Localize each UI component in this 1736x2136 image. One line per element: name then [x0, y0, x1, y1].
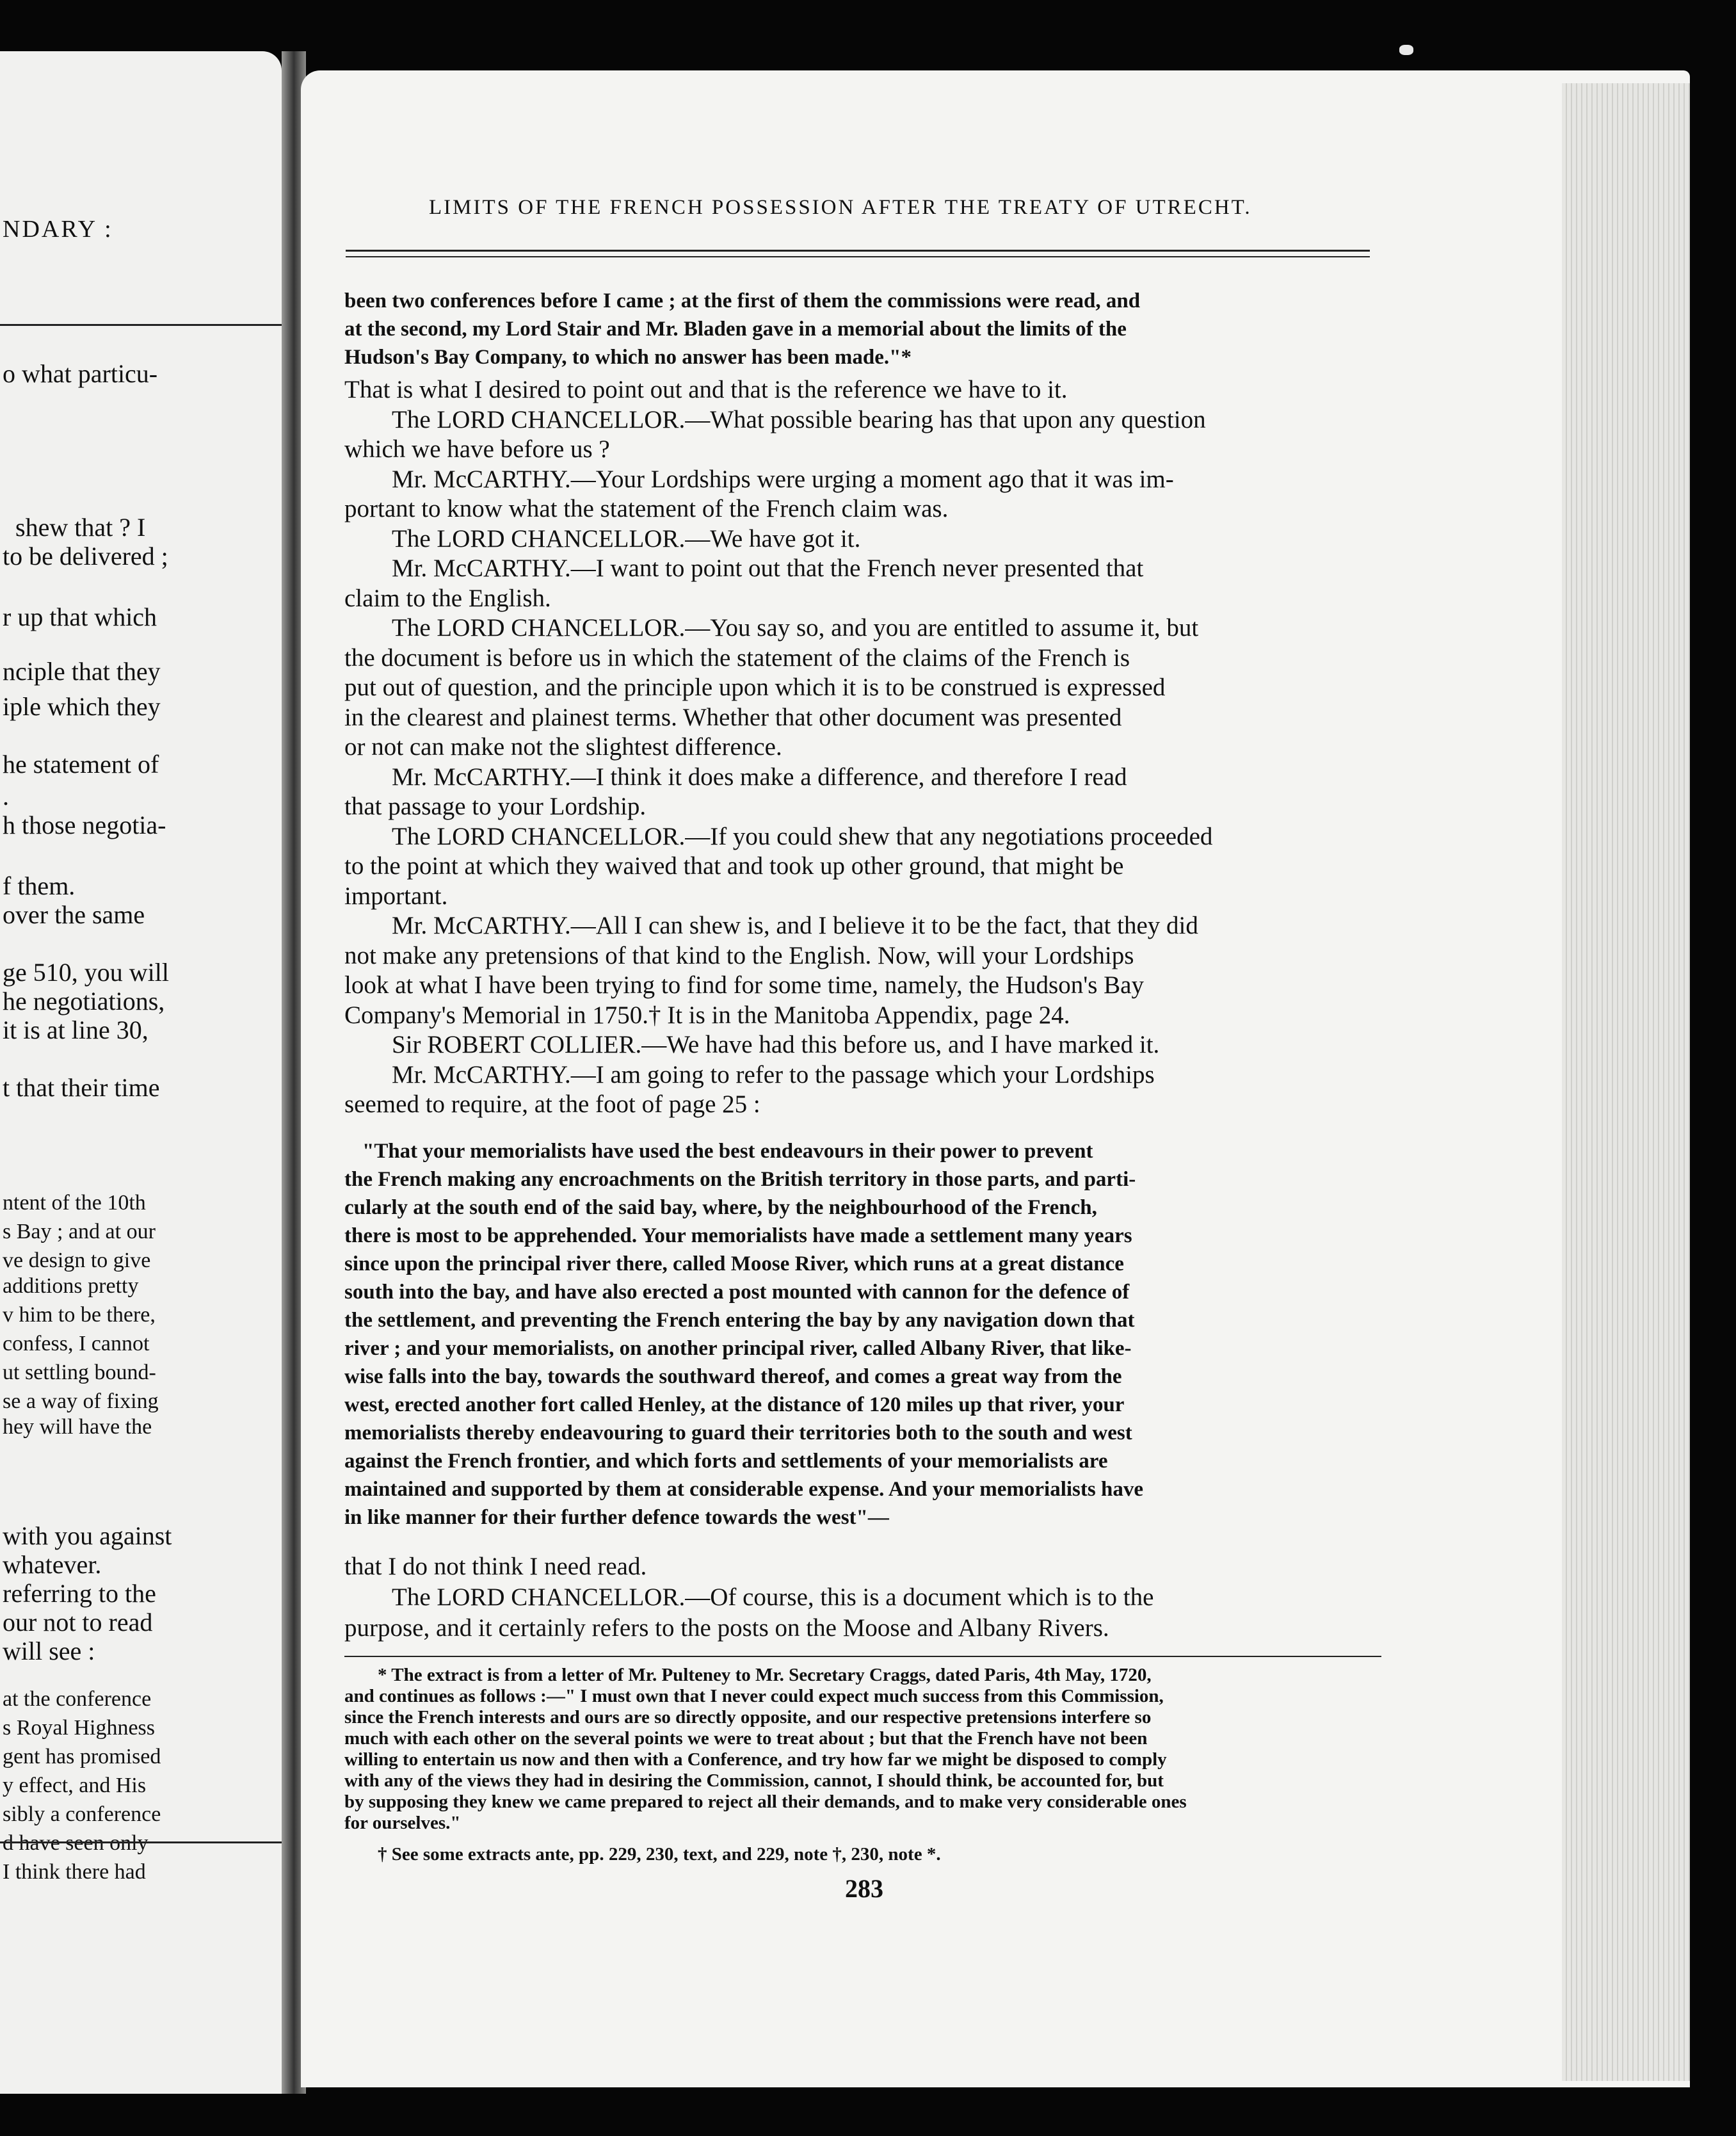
footnote-line: for ourselves." [344, 1813, 461, 1833]
left-page-line: f them. [3, 871, 76, 900]
left-page-line: ut settling bound- [3, 1361, 156, 1384]
left-page-line: over the same [3, 900, 145, 929]
left-page-line: with you against [3, 1521, 172, 1550]
body-text-line: to the point at which they waived that and took up other ground, that might be [344, 852, 1124, 880]
footnote-line: * The extract is from a letter of Mr. Pulteney to Mr. Secretary Craggs, dated Paris, 4th May, 1720, [378, 1665, 1152, 1685]
previous-page-fragment [0, 51, 282, 2094]
body-text-line: which we have before us ? [344, 435, 610, 463]
left-page-line: s Royal Highness [3, 1716, 155, 1740]
continued-quote-line: Hudson's Bay Company, to which no answer has been made."* [344, 346, 912, 369]
left-page-line: r up that which [3, 603, 157, 631]
left-page-line: d have seen only [3, 1831, 149, 1855]
memorial-quote-line: the settlement, and preventing the French entering the bay by any navigation down that [344, 1309, 1135, 1332]
left-footnote-rule [0, 1841, 282, 1843]
body-text-line: the document is before us in which the statement of the claims of the French is [344, 643, 1130, 672]
left-page-line: nciple that they [3, 657, 161, 686]
body-text-line: purpose, and it certainly refers to the posts on the Moose and Albany Rivers. [344, 1614, 1109, 1642]
left-page-line: to be delivered ; [3, 542, 168, 570]
left-page-line: whatever. [3, 1550, 102, 1579]
header-rule [346, 250, 1370, 252]
left-page-line: s Bay ; and at our [3, 1220, 156, 1243]
memorial-quote-line: wise falls into the bay, towards the southward thereof, and comes a great way from the [344, 1365, 1122, 1388]
body-text-line: Company's Memorial in 1750.† It is in the Manitoba Appendix, page 24. [344, 1001, 1070, 1029]
left-page-line: I think there had [3, 1860, 146, 1884]
left-page-line: he negotiations, [3, 987, 165, 1015]
left-page-line: confess, I cannot [3, 1332, 150, 1355]
left-page-line: additions pretty [3, 1274, 139, 1298]
footnote-line: with any of the views they had in desiring the Commission, cannot, I should think, be accounted for, but [344, 1770, 1164, 1791]
left-page-line: ve design to give [3, 1249, 151, 1272]
body-text-line: Sir ROBERT COLLIER.—We have had this before us, and I have marked it. [392, 1031, 1160, 1058]
left-page-line: iple which they [3, 692, 161, 721]
page-edges [1562, 83, 1690, 2081]
continued-quote-line: at the second, my Lord Stair and Mr. Bladen gave in a memorial about the limits of the [344, 318, 1127, 341]
left-page-line: ntent of the 10th [3, 1191, 146, 1215]
body-text-line: Mr. McCARTHY.—All I can shew is, and I believe it to be the fact, that they did [392, 912, 1198, 939]
body-text-line: look at what I have been trying to find for some time, namely, the Hudson's Bay [344, 971, 1144, 999]
left-page-line: o what particu- [3, 359, 158, 388]
footnote-rule [344, 1656, 1381, 1657]
page-number: 283 [845, 1874, 883, 1903]
memorial-quote-line: the French making any encroachments on the British territory in those parts, and parti- [344, 1168, 1136, 1191]
body-text-line: That is what I desired to point out and that is the reference we have to it. [344, 376, 1068, 403]
continued-quote-line: been two conferences before I came ; at the first of them the commissions were read, and [344, 289, 1141, 312]
memorial-quote-line: "That your memorialists have used the best endeavours in their power to prevent [362, 1140, 1093, 1163]
header-rule-2 [346, 256, 1370, 257]
footnote-line: by supposing they knew we came prepared to reject all their demands, and to make very considerable ones [344, 1792, 1187, 1812]
body-text-line: The LORD CHANCELLOR.—You say so, and you are entitled to assume it, but [392, 614, 1199, 642]
running-title: LIMITS OF THE FRENCH POSSESSION AFTER THE TREATY OF UTRECHT. [429, 196, 1252, 219]
left-page-line: hey will have the [3, 1415, 152, 1439]
body-text-line: Mr. McCARTHY.—I am going to refer to the passage which your Lordships [392, 1060, 1155, 1088]
left-page-line: it is at line 30, [3, 1015, 149, 1044]
footnote-line: much with each other on the several points we were to treat about ; but that the French have not been [344, 1728, 1148, 1749]
body-text-line: that I do not think I need read. [344, 1553, 647, 1580]
left-page-line: at the conference [3, 1687, 152, 1711]
dust-speck [1399, 45, 1413, 55]
left-page-line: will see : [3, 1637, 95, 1665]
body-text-line: or not can make not the slightest difference. [344, 733, 782, 761]
body-text-line: put out of question, and the principle upon which it is to be construed is expressed [344, 674, 1166, 701]
memorial-quote-line: against the French frontier, and which forts and settlements of your memorialists are [344, 1450, 1108, 1473]
body-text-line: The LORD CHANCELLOR.—We have got it. [392, 524, 861, 553]
body-text-line: The LORD CHANCELLOR.—What possible bearing has that upon any question [392, 405, 1206, 433]
memorial-quote-line: there is most to be apprehended. Your memorialists have made a settlement many years [344, 1224, 1132, 1247]
memorial-quote-line: south into the bay, and have also erected a post mounted with cannon for the defence of [344, 1281, 1130, 1304]
left-page-line: se a way of fixing [3, 1389, 159, 1413]
left-page-line: . [3, 782, 9, 811]
body-text-line: portant to know what the statement of the French claim was. [344, 495, 949, 522]
body-text-line: The LORD CHANCELLOR.—Of course, this is a document which is to the [392, 1583, 1154, 1611]
memorial-quote-line: memorialists thereby endeavouring to guard their territories both to the south and west [344, 1421, 1132, 1444]
memorial-quote-line: cularly at the south end of the said bay, where, by the neighbourhood of the French, [344, 1196, 1097, 1219]
body-text-line: that passage to your Lordship. [344, 793, 647, 820]
body-text-line: seemed to require, at the foot of page 25 : [344, 1090, 760, 1118]
memorial-quote-line: in like manner for their further defence towards the west"— [344, 1506, 889, 1529]
left-header-rule [0, 324, 282, 326]
body-text-line: Mr. McCARTHY.—I think it does make a difference, and therefore I read [392, 763, 1127, 791]
body-text-line: in the clearest and plainest terms. Whether that other document was presented [344, 703, 1122, 731]
body-text-line: not make any pretensions of that kind to the English. Now, will your Lordships [344, 941, 1134, 969]
left-page-line: shew that ? I [15, 513, 146, 542]
left-page-line: ge 510, you will [3, 958, 169, 987]
footnote-dagger-line: † See some extracts ante, pp. 229, 230, text, and 229, note †, 230, note *. [378, 1844, 941, 1865]
footnote-line: willing to entertain us now and then with a Conference, and try how far we might be disposed to comply [344, 1749, 1167, 1770]
footnote-line: and continues as follows :—" I must own that I never could expect much success from this Commission, [344, 1686, 1164, 1706]
memorial-quote-line: maintained and supported by them at considerable expense. And your memorialists have [344, 1478, 1143, 1501]
left-page-line: he statement of [3, 750, 159, 779]
left-page-line: t that their time [3, 1073, 160, 1102]
footnote-line: since the French interests and ours are so directly opposite, and our respective pretensions interfere so [344, 1707, 1152, 1727]
body-text-line: The LORD CHANCELLOR.—If you could shew that any negotiations proceeded [392, 822, 1213, 850]
memorial-quote-line: west, erected another fort called Henley, at the distance of 120 miles up that river, your [344, 1393, 1125, 1416]
body-text-line: claim to the English. [344, 584, 551, 612]
left-running-head: NDARY : [3, 216, 113, 243]
left-page-line: h those negotia- [3, 811, 166, 839]
left-page-line: v him to be there, [3, 1303, 156, 1327]
body-text-line: Mr. McCARTHY.—I want to point out that the French never presented that [392, 554, 1144, 582]
left-page-line: y effect, and His [3, 1774, 147, 1797]
memorial-quote-line: river ; and your memorialists, on another principal river, called Albany River, that like- [344, 1337, 1132, 1360]
body-text-line: important. [344, 882, 448, 910]
left-page-line: sibly a conference [3, 1802, 161, 1826]
left-page-line: referring to the [3, 1579, 156, 1608]
body-text-line: Mr. McCARTHY.—Your Lordships were urging a moment ago that it was im- [392, 465, 1174, 493]
left-page-line: our not to read [3, 1608, 153, 1637]
memorial-quote-line: since upon the principal river there, called Moose River, which runs at a great distance [344, 1252, 1124, 1275]
left-page-line: gent has promised [3, 1745, 161, 1768]
